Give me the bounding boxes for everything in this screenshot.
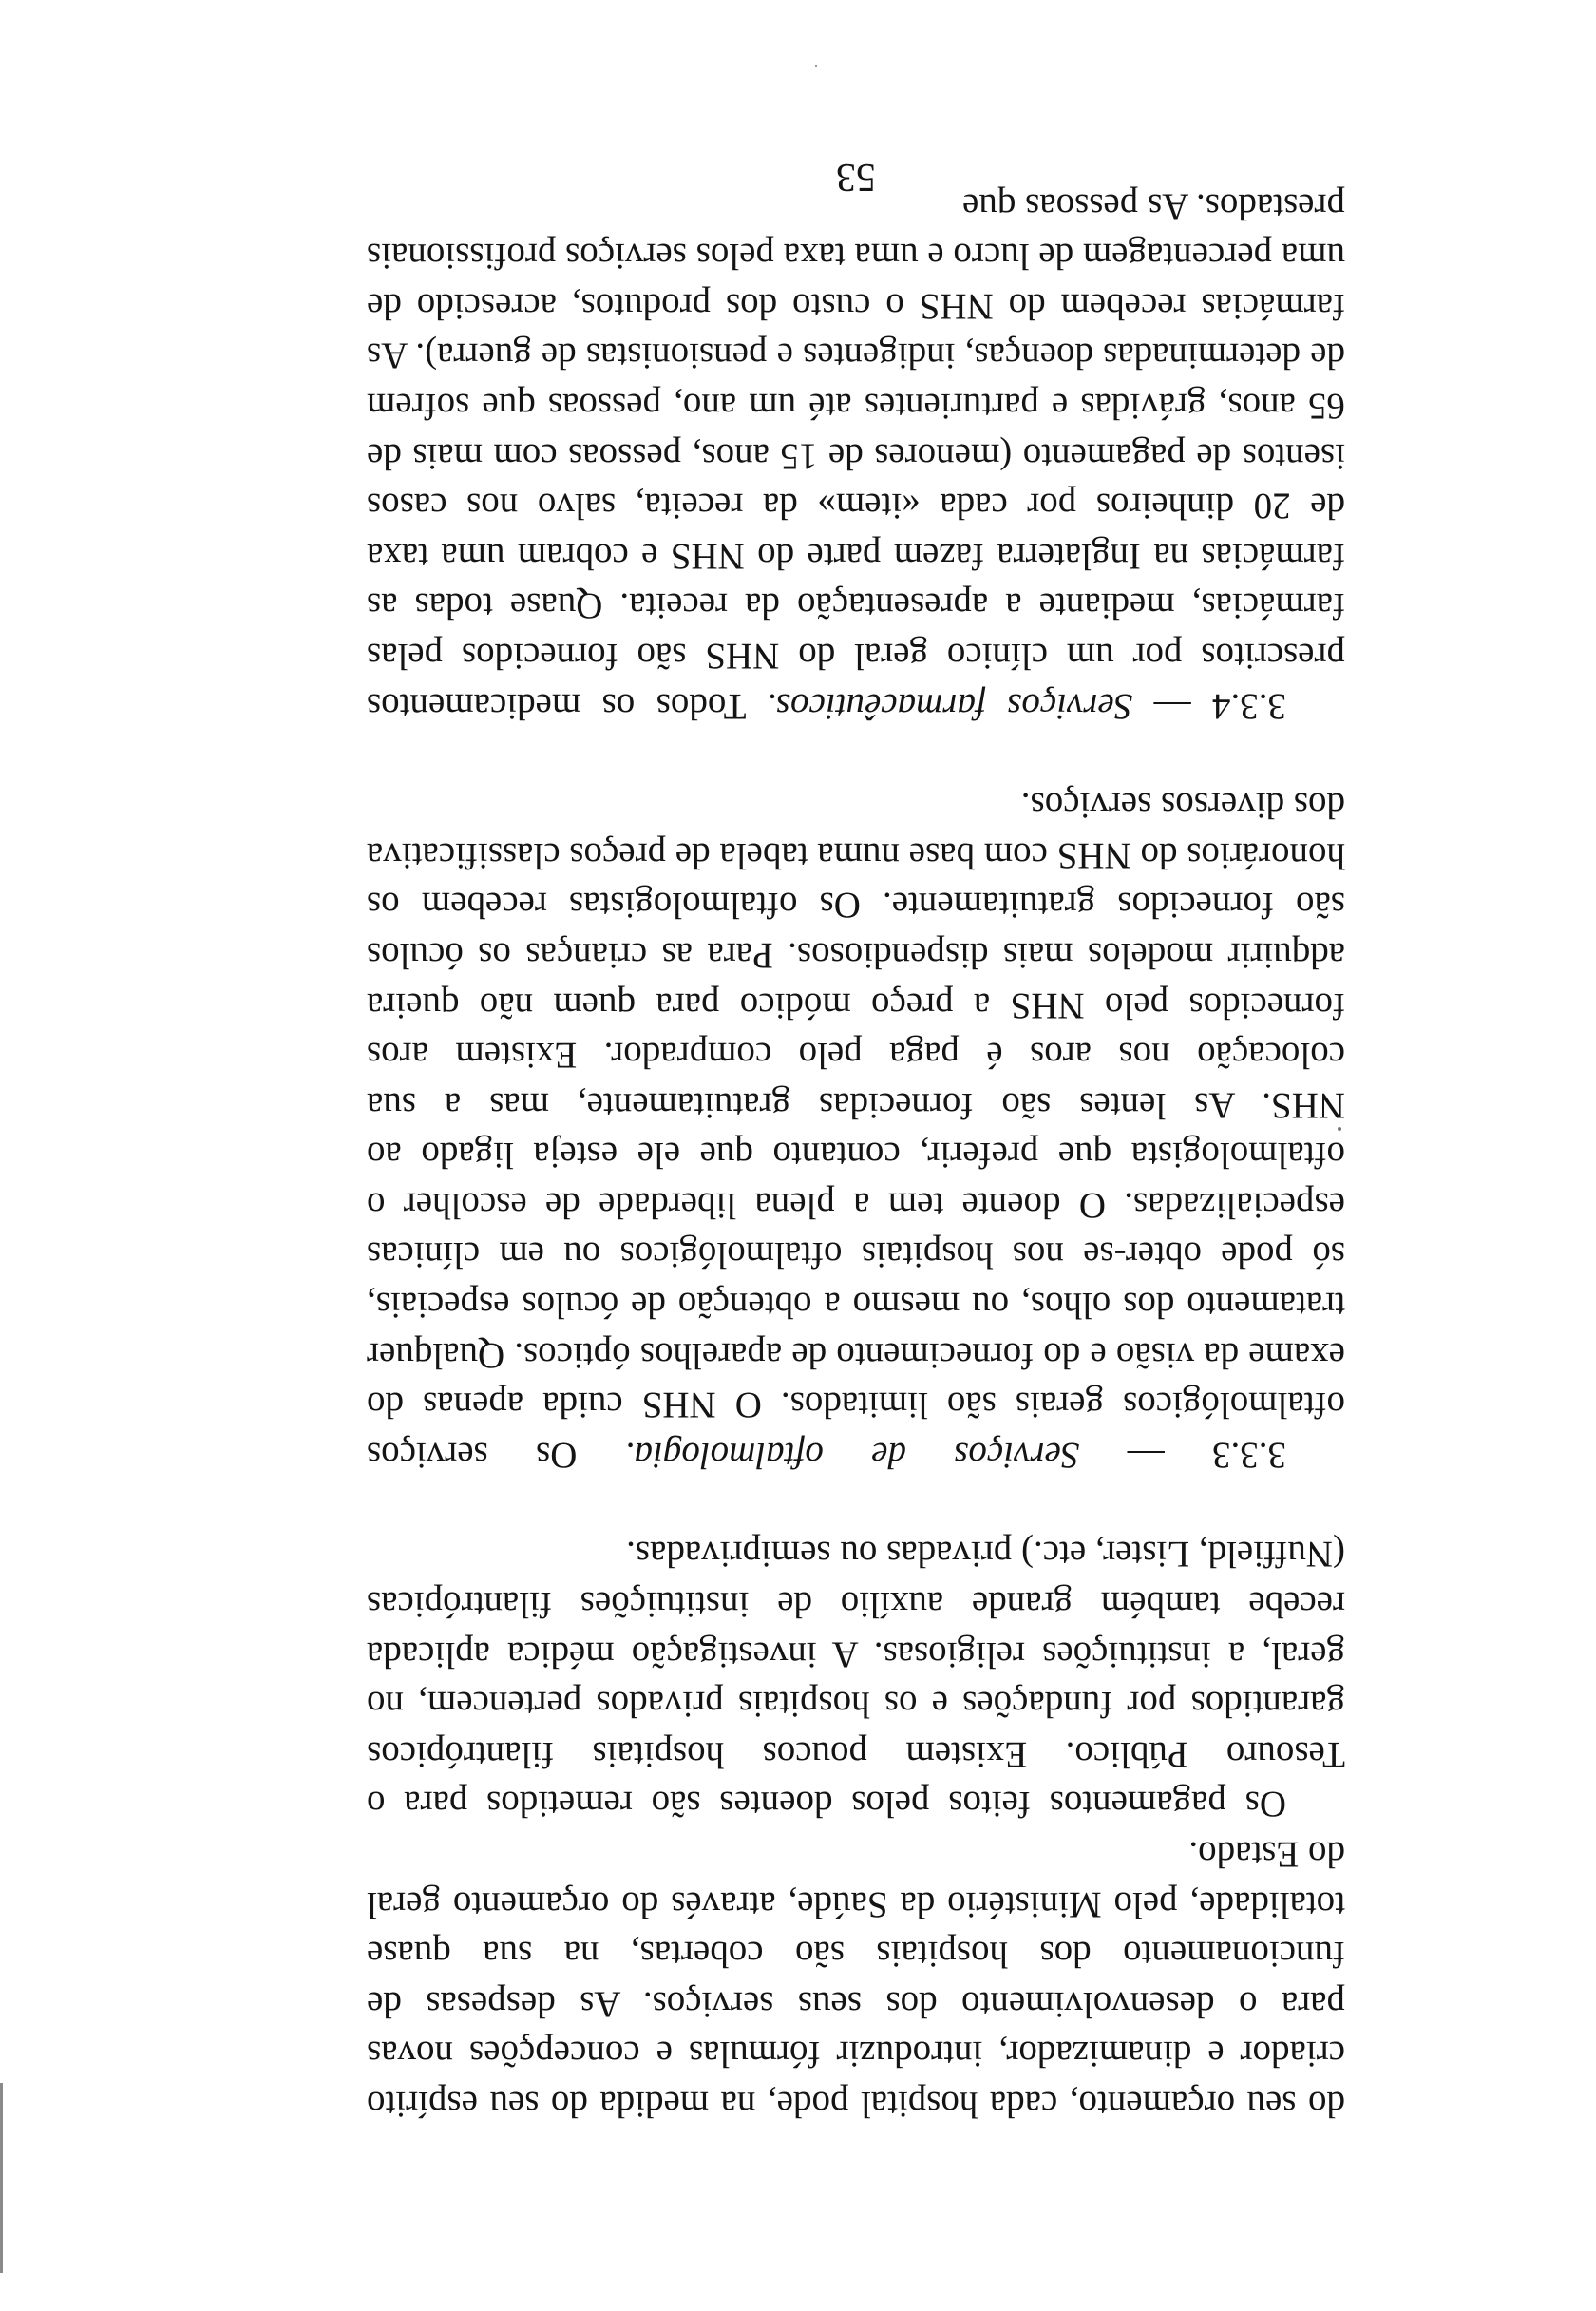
section-number: 3.3.4 — [1153, 685, 1286, 727]
section-title: Serviços de oftalmologia. [624, 1434, 1080, 1476]
page-body [367, 181, 1345, 2129]
paragraph-text: Todos os medicamentos prescritos por um clínico geral do NHS são fornecidos pelas farmácias, mediante a apresentação da receita. Quase todas as farmácias na Inglaterra fazem parte do NHS e cobram uma taxa de 20 dinheiros por cada «item» da receita, salvo nos casos isentos de pagamento (menores de 15 anos, pessoas com mais de 65 anos, grávidas e parturientes até um ano, pessoas que sofrem de determinadas doenças, indigentes e pensionistas de guerra). As farmácias recebem do NHS o custo dos produtos, acrescido de uma percentagem de lucro e uma taxa pelos serviços profissionais prestados. As pessoas que [367, 185, 1345, 727]
paragraph-continuation [367, 1828, 1345, 2129]
section-pharmacy [367, 181, 1345, 731]
rotated-text-column [367, 152, 1345, 2129]
paragraph-payments [367, 1529, 1345, 1829]
section-ophthalmology [367, 780, 1345, 1480]
scan-edge-mark [0, 2083, 3, 2273]
scan-speck [815, 65, 817, 67]
section-title: Serviços farmacêuticos. [767, 685, 1133, 727]
paragraph-text: Os pagamentos feitos pelos doentes são remetidos para o Tesouro Público. Existem poucos hospitais filantrópicos garantidos por fundações e os hospitais privados pertencem, no geral, a instituições religiosas. A investigação médica aplicada recebe também grande auxílio de instituições filantrópicas (Nuffield, Lister, etc.) privadas ou semiprivadas. [367, 1534, 1345, 1825]
paragraph-text: do seu orçamento, cada hospital pode, na medida do seu espírito criador e dinamizador, introduzir fórmulas e concepções novas para o desenvolvimento dos seus serviços. As despesas de funcionamento dos hospitais são cobertas, na sua quase totalidade, pelo Ministério da Saúde, através do orçamento geral do Estado. [367, 1834, 1345, 2125]
paragraph-text: Os serviços oftalmológicos gerais são limitados. O NHS cuida apenas do exame da visão e do fornecimento de aparelhos ópticos. Qualquer tratamento dos olhos, ou mesmo a obtenção de óculos especiais, só pode obter-se nos hospitais oftalmológicos ou em clínicas especializadas. O doente tem a plena liberdade de escolher o oftalmologista que preferir, contanto que ele esteja ligado ao NHS. As lentes são fornecidas gratuitamente, mas a sua colocação nos aros é paga pelo comprador. Existem aros fornecidos pelo NHS a preço módico para quem não queira adquirir modelos mais dispendiosos. Para as crianças os óculos são fornecidos gratuitamente. Os oftalmologistas recebem os honorários do NHS com base numa tabela de preços classificativa dos diversos serviços. [366, 785, 1345, 1476]
page-number: 53 [836, 155, 876, 199]
section-number: 3.3.3 — [1127, 1434, 1286, 1476]
